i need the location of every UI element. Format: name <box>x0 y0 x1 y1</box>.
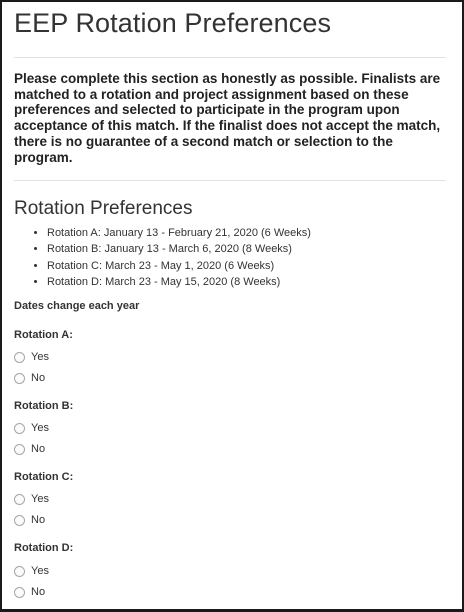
rotation-c-label: Rotation C: <box>14 471 74 483</box>
rotation-a-label: Rotation A: <box>14 329 73 341</box>
option-label: Yes <box>31 493 49 505</box>
option-label: No <box>31 443 46 455</box>
rotation-a-no-option[interactable] <box>14 371 45 385</box>
rotation-d-yes-option[interactable] <box>14 564 49 578</box>
option-label: Yes <box>31 351 49 363</box>
rotation-d-no-radio[interactable] <box>14 587 25 598</box>
rotation-a-no-radio[interactable] <box>14 373 25 384</box>
rotation-dates-item: • Rotation C: March 23 - May 1, 2020 (6 Weeks) <box>47 258 311 274</box>
divider <box>14 57 446 58</box>
option-label: No <box>31 372 46 384</box>
option-label: No <box>31 514 46 526</box>
dates-note: Dates change each year <box>14 300 140 312</box>
divider <box>14 180 446 181</box>
rotation-c-yes-radio[interactable] <box>14 494 25 505</box>
rotation-b-no-radio[interactable] <box>14 444 25 455</box>
rotation-c-yes-option[interactable] <box>14 492 49 506</box>
option-label: Yes <box>31 422 49 434</box>
rotation-dates-list <box>14 225 311 290</box>
rotation-b-yes-radio[interactable] <box>14 423 25 434</box>
rotation-c-no-radio[interactable] <box>14 515 25 526</box>
rotation-a-yes-option[interactable] <box>14 350 49 364</box>
rotation-b-label: Rotation B: <box>14 400 74 412</box>
rotation-b-no-option[interactable] <box>14 442 45 456</box>
section-title: Rotation Preferences <box>14 198 193 219</box>
option-label: Yes <box>31 565 49 577</box>
rotation-dates-item: • Rotation A: January 13 - February 21, 2020 (6 Weeks) <box>47 225 311 241</box>
rotation-d-yes-radio[interactable] <box>14 566 25 577</box>
rotation-dates-item: • Rotation B: January 13 - March 6, 2020 (8 Weeks) <box>47 241 311 257</box>
page-title: EEP Rotation Preferences <box>14 8 332 38</box>
rotation-a-yes-radio[interactable] <box>14 352 25 363</box>
rotation-d-label: Rotation D: <box>14 542 74 554</box>
rotation-c-no-option[interactable] <box>14 513 45 527</box>
rotation-dates-item: • Rotation D: March 23 - May 15, 2020 (8 Weeks) <box>47 274 311 290</box>
rotation-b-yes-option[interactable] <box>14 421 49 435</box>
intro-text: Please complete this section as honestly as possible. Finalists are matched to a rotation and project assignment based on these preferences and selected to participate in the program upon acceptance of this match. If the finalist does not accept the match, there is no guarantee of a second match or selection to the program. <box>14 71 441 165</box>
option-label: No <box>31 586 46 598</box>
rotation-d-no-option[interactable] <box>14 585 45 599</box>
